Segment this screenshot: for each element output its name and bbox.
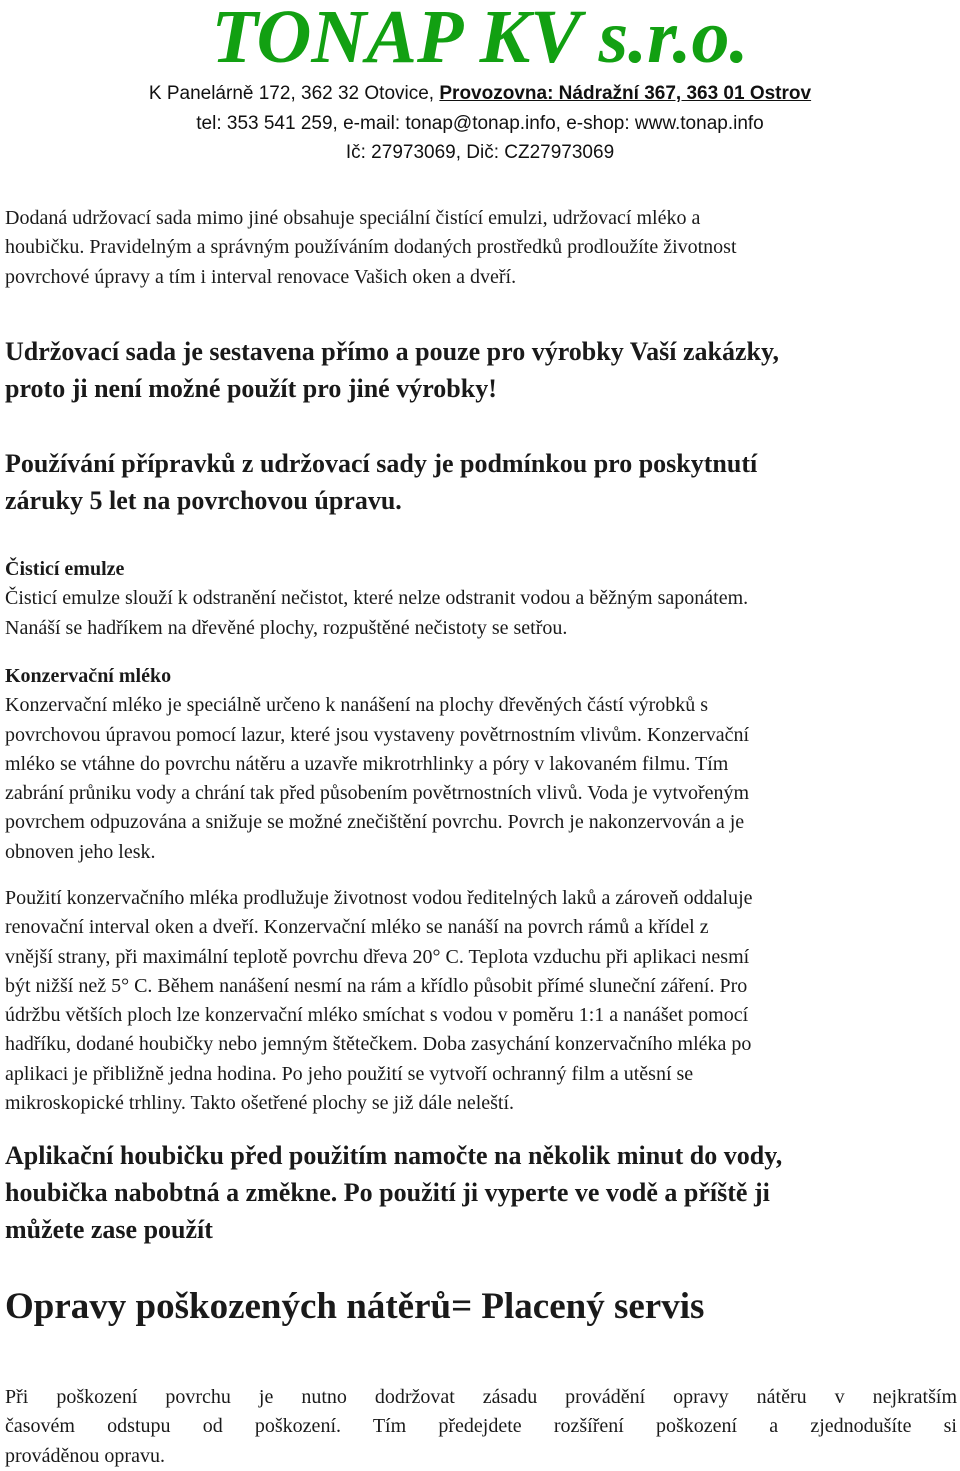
- milk-usage-line: Použití konzervačního mléka prodlužuje životnost vodou ředitelných laků a zároveň oddaluje: [5, 887, 753, 909]
- milk-line: obnoven jeho lesk.: [5, 840, 156, 863]
- warranty-line: záruky 5 let na povrchovou úpravu.: [5, 486, 402, 515]
- warning-kit-specific: [5, 333, 957, 407]
- contact-line: tel: 353 541 259, e-mail: tonap@tonap.info, e-shop: www.tonap.info: [196, 113, 764, 134]
- branch-address: Provozovna: Nádražní 367, 363 01 Ostrov: [439, 83, 812, 104]
- milk-line: mléko se vtáhne do povrchu nátěru a uzavře mikrotrhlinky a póry v lakovaném filmu. Tím: [5, 752, 729, 775]
- milk-section: [5, 662, 957, 867]
- milk-line: povrchem odpuzována a snižuje se možné znečištění povrchu. Povrch je nakonzervován a je: [5, 811, 745, 834]
- intro-line: houbičku. Pravidelným a správným používáním dodaných prostředků prodloužíte životnost: [5, 236, 737, 259]
- intro-paragraph: [5, 204, 957, 292]
- company-name: TONAP KV s.r.o.: [211, 0, 749, 79]
- emulsion-line: Nanáší se hadříkem na dřevěné plochy, rozpuštěné nečistoty se setřou.: [5, 616, 568, 639]
- emulsion-heading: Čisticí emulze: [5, 558, 125, 580]
- milk-line: Konzervační mléko je speciálně určeno k nanášení na plochy dřevěných částí výrobků s: [5, 694, 709, 717]
- milk-usage-line: údržbu větších ploch lze konzervační mléko smíchat s vodou v poměru 1:1 a nanášet pomocí: [5, 1004, 749, 1027]
- sponge-line: Aplikační houbičku před použitím namočte na několik minut do vody,: [5, 1141, 783, 1170]
- milk-usage-line: aplikaci je přibližně jedna hodina. Po jeho použití se vytvoří ochranný film a utěsní se: [5, 1062, 694, 1085]
- intro-line: povrchové úpravy a tím i interval renovace Vašich oken a dveří.: [5, 265, 517, 288]
- milk-line: povrchovou úpravou pomocí lazur, které jsou vystaveny povětrnostním vlivům. Konzervační: [5, 723, 750, 746]
- milk-usage-line: vnější strany, při maximální teplotě povrchu dřeva 20° C. Teplota vzduchu při aplikaci nesmí: [5, 945, 750, 968]
- emulsion-line: Čisticí emulze slouží k odstranění nečistot, které nelze odstranit vodou a běžným saponátem.: [5, 587, 749, 610]
- repairs-paragraph: [5, 1383, 957, 1471]
- milk-usage-line: hadříku, dodané houbičky nebo jemným štětečkem. Doba zasychání konzervačního mléka po: [5, 1033, 752, 1056]
- address: K Panelárně 172, 362 32 Otovice,: [148, 83, 440, 104]
- emulsion-section: [5, 555, 957, 643]
- repairs-line: Při poškození povrchu je nutno dodržovat zásadu provádění opravy nátěru v nejkratším: [5, 1386, 957, 1408]
- repairs-line: časovém odstupu od poškození. Tím předejdete rozšíření poškození a zjednodušíte si: [5, 1415, 957, 1438]
- warning-warranty: [5, 445, 957, 519]
- milk-usage-line: renovační interval oken a dveří. Konzervační mléko se nanáší na povrch rámů a křídel z: [5, 916, 709, 939]
- sponge-line: můžete zase použít: [5, 1215, 213, 1244]
- milk-heading: Konzervační mléko: [5, 665, 172, 687]
- sponge-line: houbička nabobtná a změkne. Po použití ji vyperte ve vodě a příště ji: [5, 1178, 770, 1207]
- warning-line: Udržovací sada je sestavena přímo a pouze pro výrobky Vaší zakázky,: [5, 337, 780, 366]
- milk-usage-paragraph: [5, 884, 957, 1118]
- milk-line: zabrání průniku vody a chrání tak před působením povětrnostních vlivů. Voda je vytvořeným: [5, 782, 750, 805]
- intro-line: Dodaná udržovací sada mimo jiné obsahuje speciální čistící emulzi, udržovací mléko a: [5, 207, 701, 229]
- warning-line: proto ji není možné použít pro jiné výrobky!: [5, 374, 497, 403]
- milk-usage-line: být nižší než 5° C. Během nanášení nesmí na rám a křídlo působit přímé sluneční záření. Pro: [5, 974, 748, 997]
- address-line: [0, 80, 960, 108]
- repairs-title: Opravy poškozených nátěrů= Placený servis: [5, 1286, 705, 1327]
- sponge-instructions: [5, 1137, 957, 1248]
- repairs-line: prováděnou opravu.: [5, 1444, 165, 1467]
- company-ids: Ič: 27973069, Dič: CZ27973069: [345, 142, 615, 163]
- warranty-line: Používání přípravků z udržovací sady je podmínkou pro poskytnutí: [5, 449, 758, 478]
- milk-usage-line: mikroskopické trhliny. Takto ošetřené plochy se již dále neleští.: [5, 1092, 515, 1115]
- repairs-title-block: [5, 1285, 957, 1329]
